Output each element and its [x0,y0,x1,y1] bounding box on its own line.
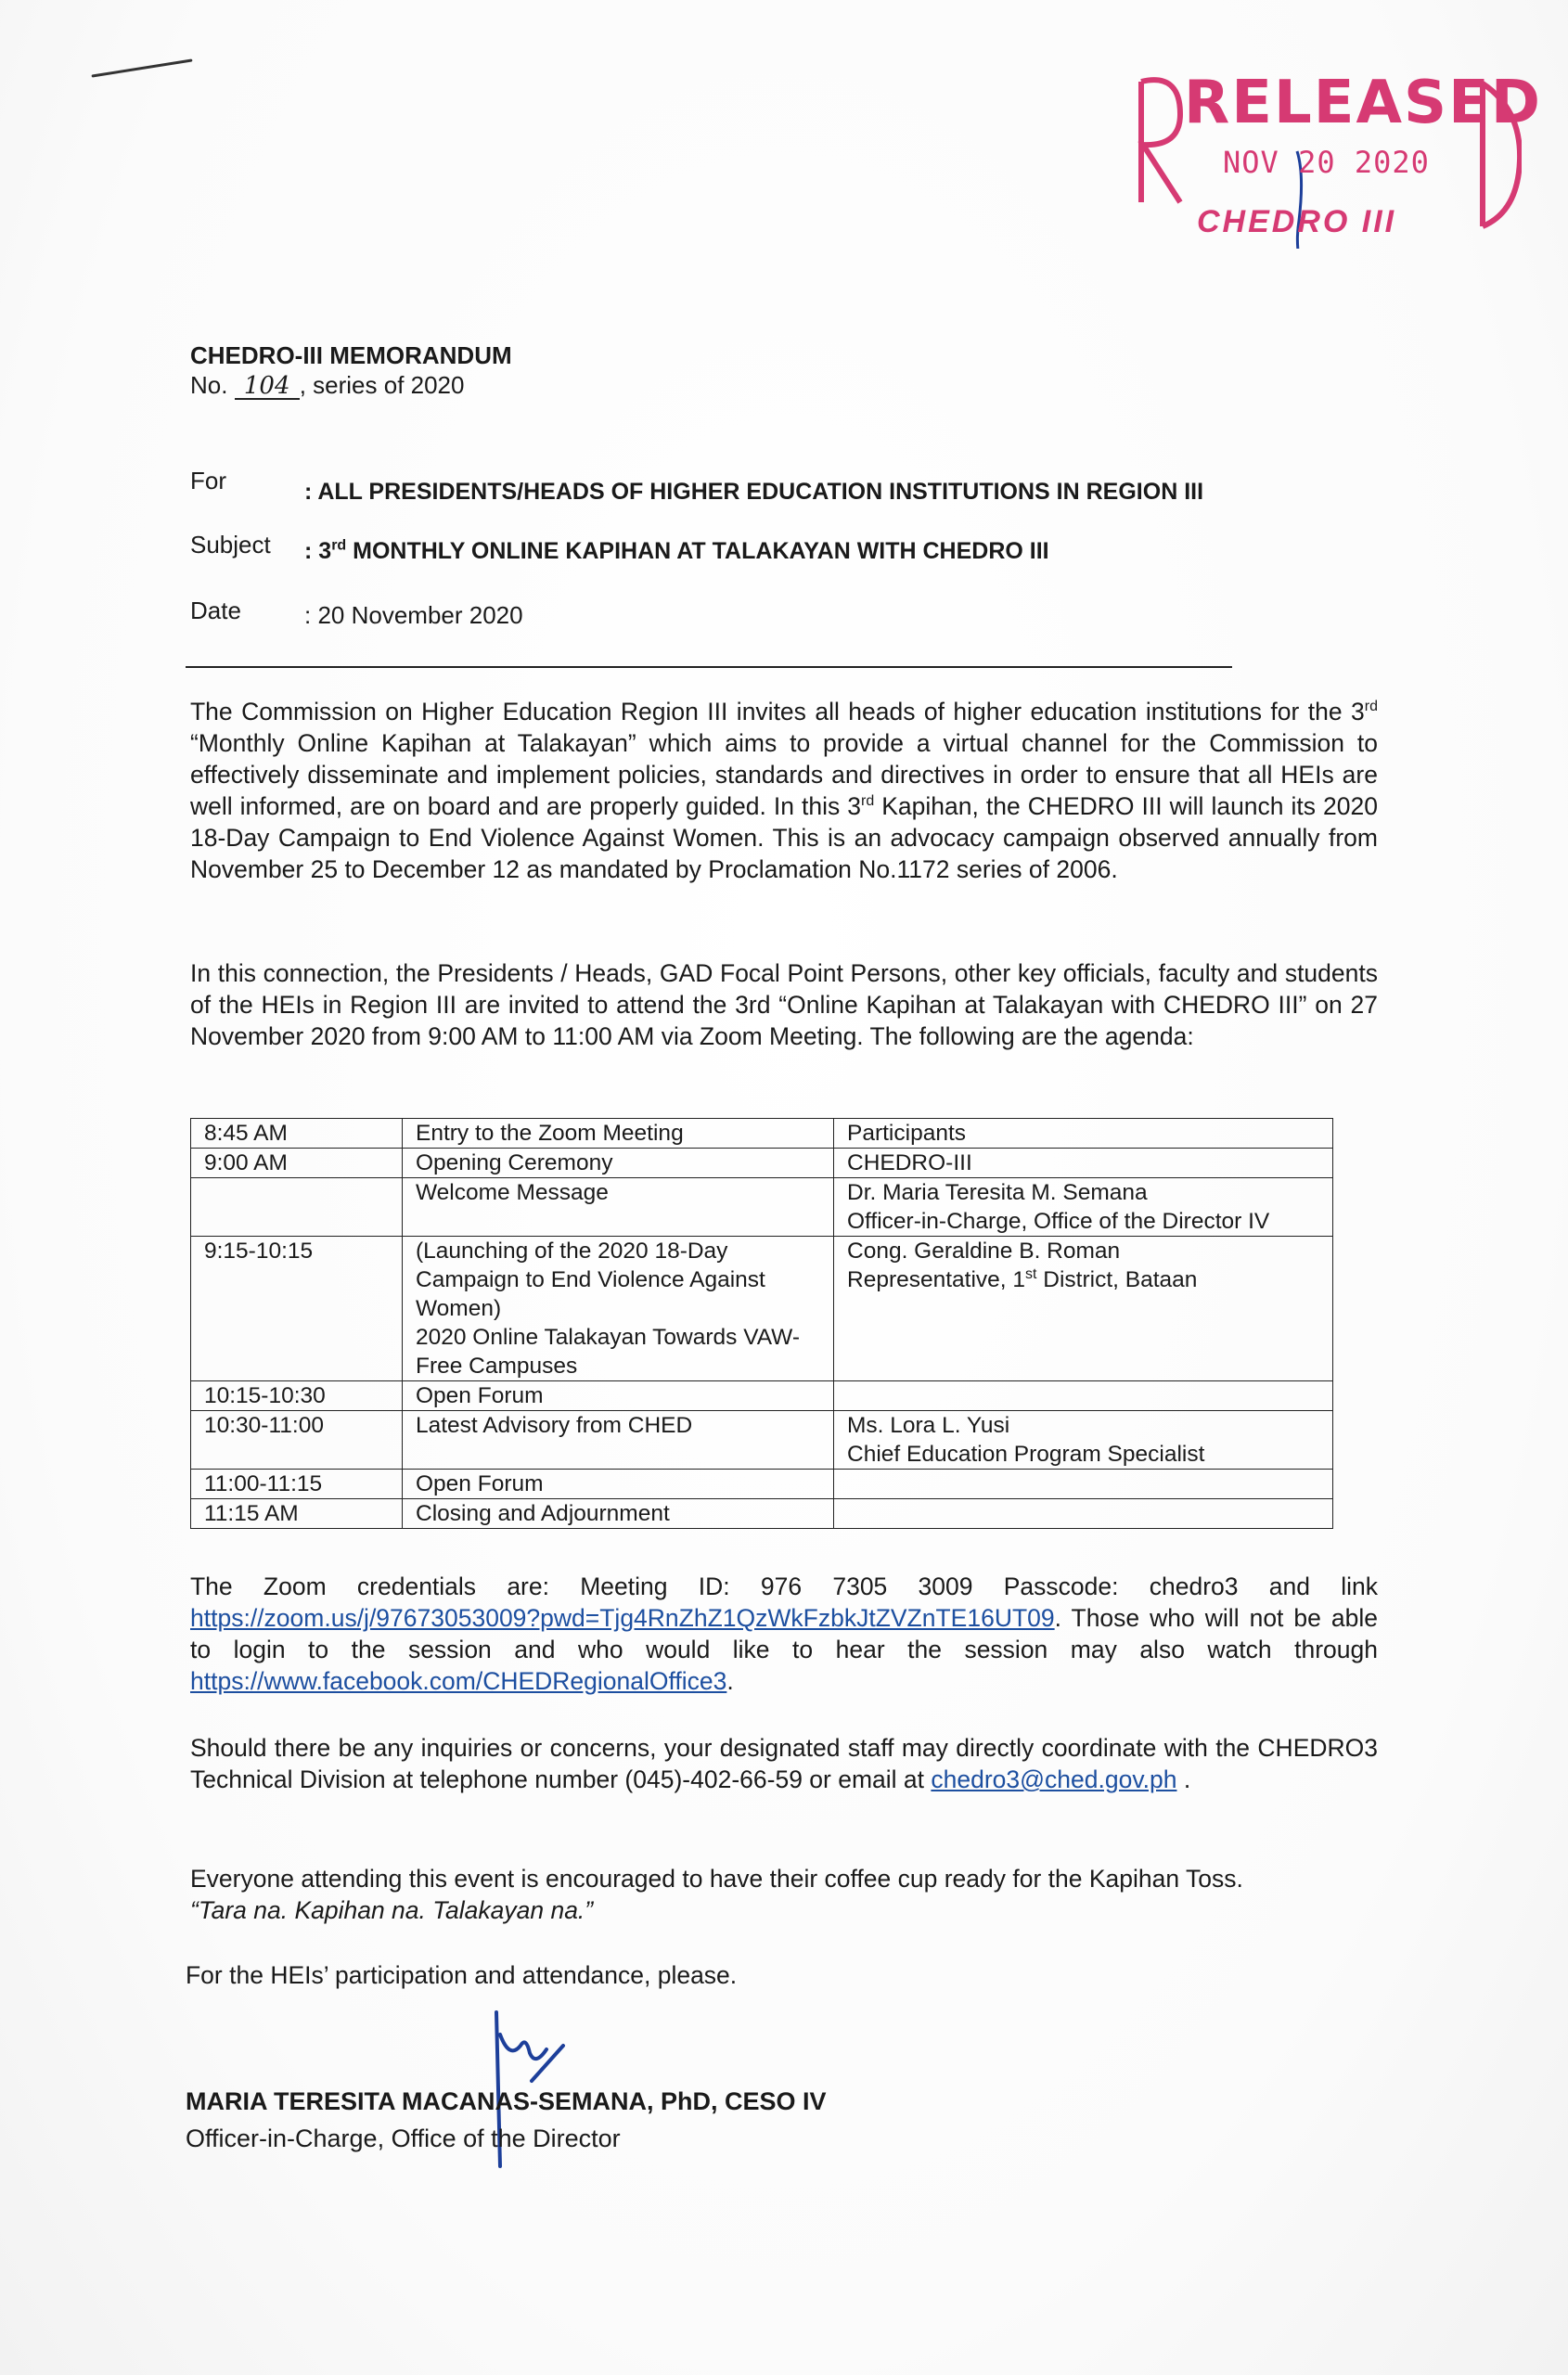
agenda-person-cell [834,1178,1333,1237]
agenda-person [834,1470,1333,1499]
facebook-link[interactable]: https://www.facebook.com/CHEDRegionalOffice3 [190,1667,727,1695]
for-label: For [190,467,226,494]
table-row [191,1237,1333,1381]
subject-label: Subject [190,531,271,558]
agenda-time: 10:15-10:30 [191,1381,403,1411]
subject-text: MONTHLY ONLINE KAPIHAN AT TALAKAYAN WITH CHEDRO III [346,538,1049,564]
intro-text-c: Kapihan, the CHEDRO III will launch its 2020 18-Day Campaign to End Violence Against Women. This is an advocacy campaign observed annually from November 25 to December 12 as mandated by Proclamation No.1172 series of 2006. [190,792,1378,883]
person-title-b: District, Bataan [1036,1267,1198,1292]
agenda-activity: Entry to the Zoom Meeting [403,1119,834,1149]
coffee-text: Everyone attending this event is encouraged to have their coffee cup ready for the Kapihan Toss. [190,1865,1243,1893]
table-row [191,1119,1333,1149]
email-link[interactable]: chedro3@ched.gov.ph [931,1765,1177,1793]
coffee-quote: “Tara na. Kapihan na. Talakayan na.” [190,1896,594,1924]
agenda-time: 9:00 AM [191,1149,403,1178]
table-row [191,1178,1333,1237]
intro-text-b: “Monthly Online Kapihan at Talakayan” which aims to provide a virtual channel for the Commission to effectively disseminate and implement policies, standards and directives in order to ensure that all HEIs are well informed, are on board and are properly guided. In this 3 [190,729,1378,820]
header-divider [186,666,1232,668]
zoom-text-3: . [726,1667,734,1695]
zoom-text-2: . Those who will not be able to login to the session and who would like to hear the session may also watch through [190,1604,1378,1663]
agenda-person-cell [834,1237,1333,1381]
memo-number-value: 104 [235,374,300,400]
subject-prefix: : 3 [304,538,332,564]
table-row [191,1470,1333,1499]
zoom-paragraph [190,1571,1378,1697]
agenda-time: 10:30-11:00 [191,1411,403,1470]
agenda-table [190,1118,1333,1529]
subject-value [304,538,1049,565]
date-value: : 20 November 2020 [304,601,523,629]
table-row [191,1149,1333,1178]
memo-number-suffix: , series of 2020 [299,371,465,399]
signatory-name: MARIA TERESITA MACANAS-SEMANA, PhD, CESO IV [186,2087,827,2115]
agenda-person-title [847,1265,1319,1294]
memo-number [190,371,464,400]
pen-mark [91,58,192,77]
agenda-time [191,1178,403,1237]
subject-sup: rd [331,537,347,554]
date-label: Date [190,597,241,624]
agenda-activity: Open Forum [403,1381,834,1411]
agenda-person-cell [834,1411,1333,1470]
agenda-time: 9:15-10:15 [191,1237,403,1381]
closing-line: For the HEIs’ participation and attendance, please. [186,1961,738,1989]
agenda-person [834,1381,1333,1411]
signatory-title: Officer-in-Charge, Office of the Director [186,2125,621,2152]
agenda-person: Ms. Lora L. Yusi [847,1413,1010,1438]
for-value: : ALL PRESIDENTS/HEADS OF HIGHER EDUCATION INSTITUTIONS IN REGION III [304,479,1204,505]
agenda-activity: Closing and Adjournment [403,1499,834,1529]
stamp-word: RELEASED [1184,69,1542,137]
table-row [191,1499,1333,1529]
agenda-time: 8:45 AM [191,1119,403,1149]
intro-sup-1: rd [1364,699,1378,715]
intro-text-a: The Commission on Higher Education Region III invites all heads of higher education institutions for the 3 [190,698,1365,725]
agenda-person: Dr. Maria Teresita M. Semana [847,1180,1148,1205]
inquiries-paragraph [190,1732,1378,1795]
agenda-activity: Welcome Message [403,1178,834,1237]
agenda-activity: Latest Advisory from CHED [403,1411,834,1470]
agenda-person-title: Chief Education Program Specialist [847,1442,1205,1467]
person-title-a: Representative, 1 [847,1267,1026,1292]
agenda-activity-sub: 2020 Online Talakayan Towards VAW-Free Campuses [416,1325,801,1379]
intro-paragraph [190,696,1378,885]
table-row [191,1411,1333,1470]
agenda-activity: (Launching of the 2020 18-Day Campaign to End Violence Against Women) [416,1239,765,1321]
inquiries-end: . [1176,1765,1191,1793]
agenda-person [834,1499,1333,1529]
agenda-activity: Opening Ceremony [403,1149,834,1178]
connection-paragraph: In this connection, the Presidents / Heads, GAD Focal Point Persons, other key officials, faculty and students of the HEIs in Region III are invited to attend the 3rd “Online Kapihan at Talakayan with CHEDRO III” on 27 November 2020 from 9:00 AM to 11:00 AM via Zoom Meeting. The following are the agenda: [190,959,1378,1050]
stamp-date: NOV 20 2020 [1223,145,1430,180]
memo-title: CHEDRO-III MEMORANDUM [190,341,512,369]
stamp-office: CHEDRO III [1197,204,1397,239]
agenda-time: 11:15 AM [191,1499,403,1529]
agenda-person: CHEDRO-III [834,1149,1333,1178]
table-row [191,1381,1333,1411]
zoom-text-1: The Zoom credentials are: Meeting ID: 976 7305 3009 Passcode: chedro3 and link [190,1573,1378,1600]
released-stamp [1123,63,1542,249]
agenda-time: 11:00-11:15 [191,1470,403,1499]
person-title-sup: st [1025,1265,1037,1282]
inquiries-text: Should there be any inquiries or concerns, your designated staff may directly coordinate with the CHEDRO3 Technical Division at telephone number (045)-402-66-59 or email at [190,1734,1378,1793]
agenda-person-title: Officer-in-Charge, Office of the Director IV [847,1209,1270,1234]
zoom-link[interactable]: https://zoom.us/j/97673053009?pwd=Tjg4RnZhZ1QzWkFzbkJtZVZnTE16UT09 [190,1604,1055,1632]
agenda-activity: Open Forum [403,1470,834,1499]
agenda-person: Participants [834,1119,1333,1149]
memo-number-prefix: No. [190,371,228,399]
intro-sup-2: rd [861,793,875,810]
coffee-paragraph [190,1863,1378,1926]
agenda-activity-cell [403,1237,834,1381]
agenda-person: Cong. Geraldine B. Roman [847,1239,1121,1264]
